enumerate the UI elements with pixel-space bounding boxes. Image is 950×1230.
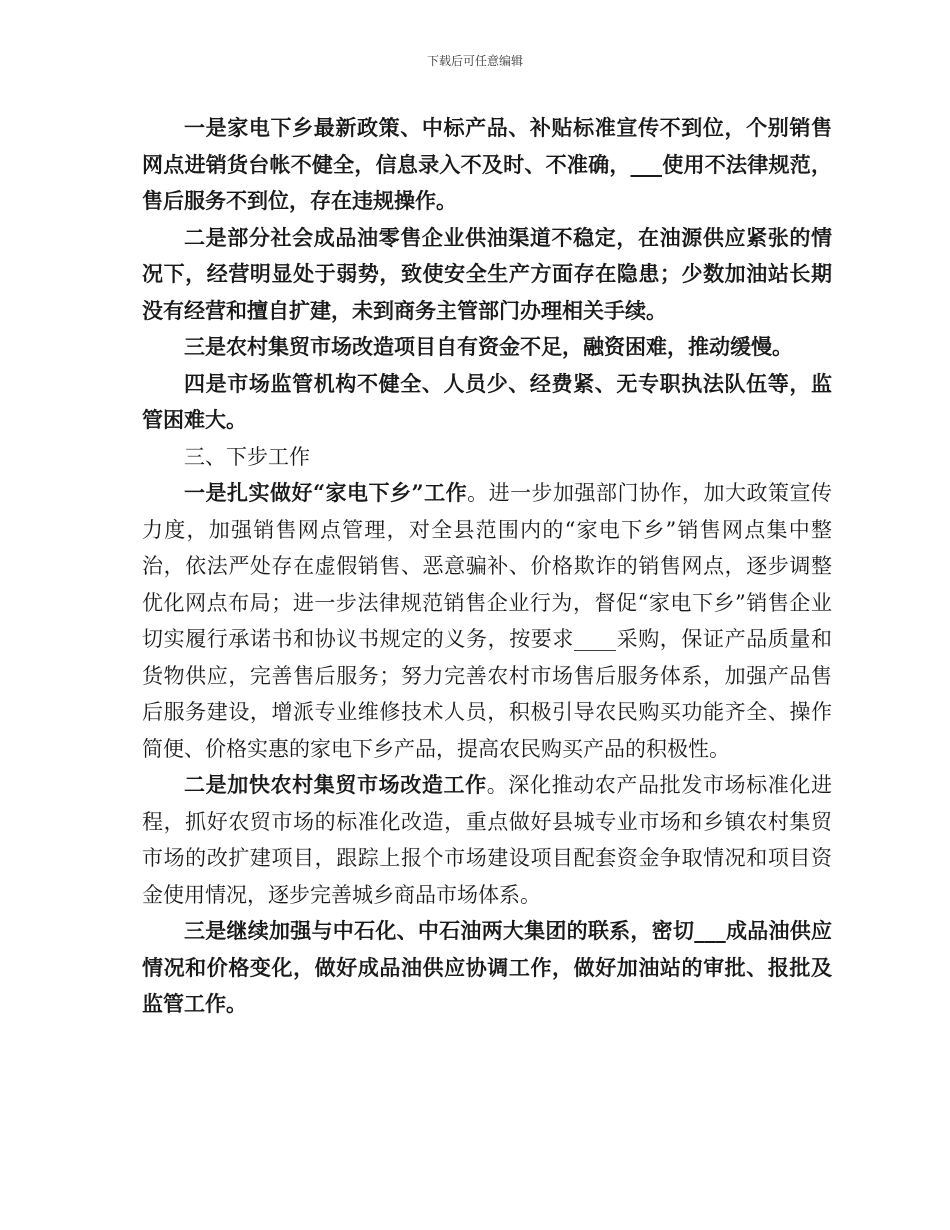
paragraph-step-2	[142, 767, 832, 913]
paragraph-step-1	[142, 475, 832, 767]
paragraph-step-3: 三是继续加强与中石化、中石油两大集团的联系，密切___成品油供应情况和价格变化，做好成品油供应协调工作，做好加油站的审批、报批及监管工作。	[142, 918, 832, 1016]
page-header: 下载后可任意编辑	[426, 54, 523, 68]
section-heading-next-steps: 三、下步工作	[184, 444, 310, 469]
paragraph-issue-4: 四是市场监管机构不健全、人员少、经费紧、无专职执法队伍等，监管困难大。	[142, 370, 832, 432]
paragraph-step-1-body: 。进一步加强部门协作，加大政策宣传力度，加强销售网点管理，对全县范围内的“家电下乡”销售网点集中整治，依法严处存在虚假销售、恶意骗补、价格欺诈的销售网点，逐步调整优化网点布局；进一步法律规范销售企业行为，督促“家电下乡”销售企业切实履行承诺书和协议书规定的义务，按要求____采购，保证产品质量和货物供应，完善售后服务；努力完善农村市场售后服务体系，加强产品售后服务建设，增派专业维修技术人员，积极引导农民购买功能齐全、操作简便、价格实惠的家电下乡产品，提高农民购买产品的积极性。	[142, 481, 832, 761]
paragraph-step-2-lead: 二是加快农村集贸市场改造工作	[184, 772, 487, 797]
paragraph-step-1-lead: 一是扎实做好“家电下乡”工作	[184, 480, 468, 505]
paragraph-issue-1: 一是家电下乡最新政策、中标产品、补贴标准宣传不到位，个别销售网点进销货台帐不健全，信息录入不及时、不准确，___使用不法律规范，售后服务不到位，存在违规操作。	[142, 115, 832, 213]
paragraph-step-2-body: 。深化推动农产品批发市场标准化进程，抓好农贸市场的标准化改造，重点做好县城专业市场和乡镇农村集贸市场的改扩建项目，跟踪上报个市场建设项目配套资金争取情况和项目资金使用情况，逐步完善城乡商品市场体系。	[142, 773, 833, 907]
paragraph-issue-2: 二是部分社会成品油零售企业供油渠道不稳定，在油源供应紧张的情况下，经营明显处于弱势，致使安全生产方面存在隐患；少数加油站长期没有经营和擅自扩建，未到商务主管部门办理相关手续。	[142, 224, 832, 323]
paragraph-issue-3: 三是农村集贸市场改造项目自有资金不足，融资困难，推动缓慢。	[184, 334, 793, 359]
document-body	[142, 110, 832, 1023]
